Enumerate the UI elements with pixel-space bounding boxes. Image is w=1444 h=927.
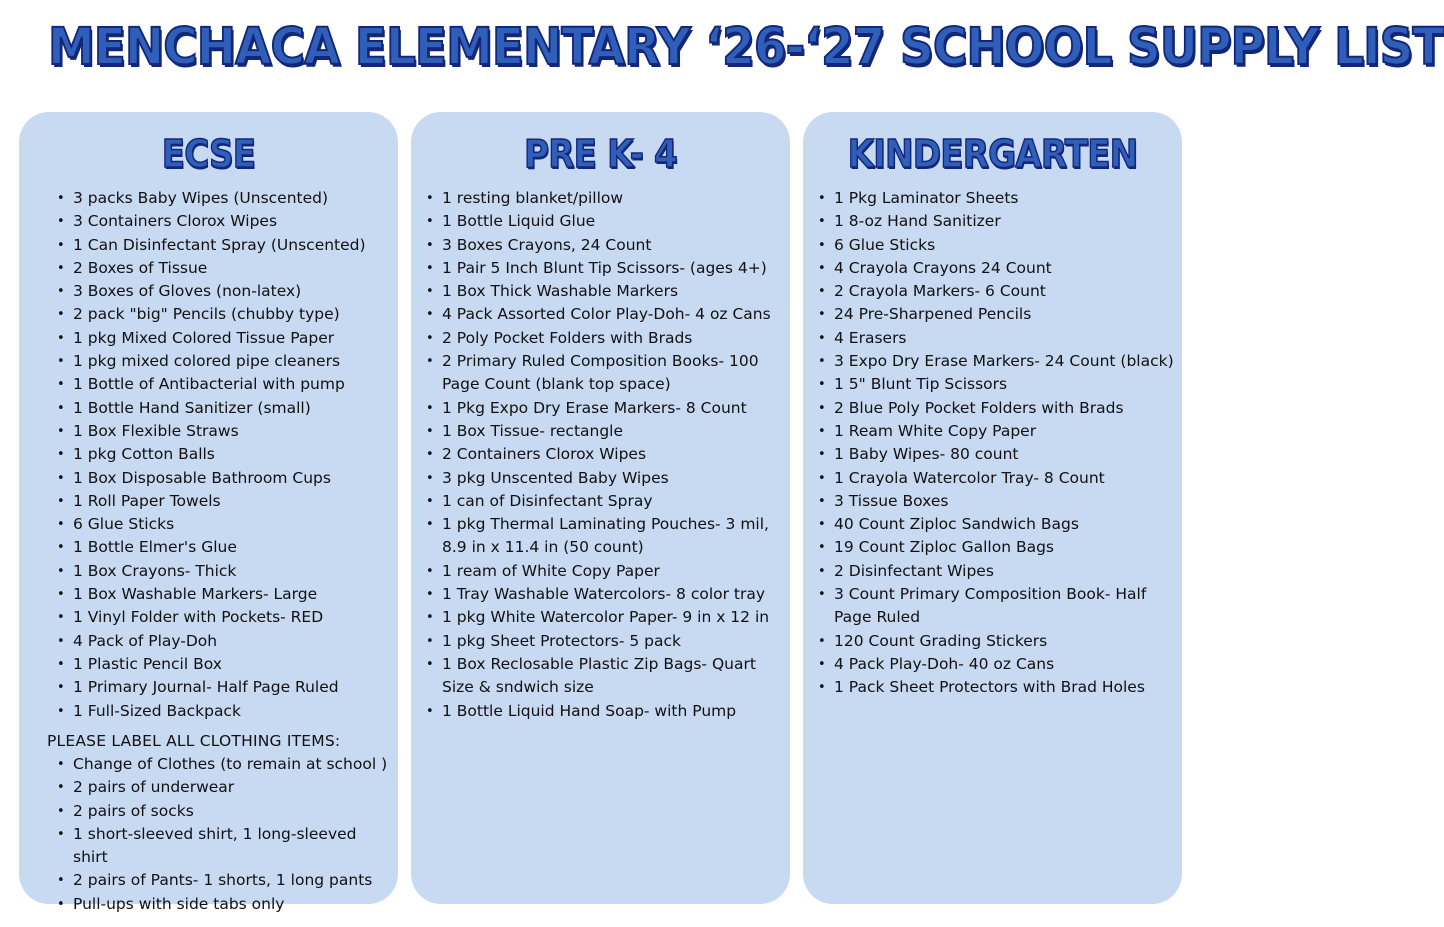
supply-list-item: • 1 Pair 5 Inch Blunt Tip Scissors- (ages 4+): [424, 257, 784, 280]
supply-list-item: • 1 Box Crayons- Thick: [55, 560, 395, 583]
supply-list-item: • 1 Primary Journal- Half Page Ruled: [55, 676, 395, 699]
supply-list-item: • 1 Box Disposable Bathroom Cups: [55, 467, 395, 490]
supply-list-item: • 1 Bottle Elmer's Glue: [55, 536, 395, 559]
supply-list-item: • 1 Full-Sized Backpack: [55, 700, 395, 723]
supply-list-item: • 1 5" Blunt Tip Scissors: [816, 373, 1176, 396]
ecse-card: [19, 112, 398, 913]
supply-list-item: • 1 Crayola Watercolor Tray- 8 Count: [816, 467, 1176, 490]
supply-list-item: • 4 Pack of Play-Doh: [55, 630, 395, 653]
supply-list-item: • 3 Tissue Boxes: [816, 490, 1176, 513]
supply-list-item: • 1 Tray Washable Watercolors- 8 color tray: [424, 583, 784, 606]
supply-list-item: • 6 Glue Sticks: [816, 234, 1176, 257]
clothing-list-item: • 1 short-sleeved shirt, 1 long-sleeved shirt: [55, 823, 395, 870]
supply-list-item: • 1 Bottle Liquid Glue: [424, 210, 784, 233]
kindergarten-card: [803, 112, 1182, 904]
supply-list-item: • 1 Plastic Pencil Box: [55, 653, 395, 676]
supply-list-item: • 40 Count Ziploc Sandwich Bags: [816, 513, 1176, 536]
supply-list-item: • 2 Disinfectant Wipes: [816, 560, 1176, 583]
supply-list-item: • 3 Count Primary Composition Book- Half Page Ruled: [816, 583, 1176, 630]
supply-list-item: • 3 Expo Dry Erase Markers- 24 Count (black): [816, 350, 1176, 373]
supply-list-item: • 1 Pkg Expo Dry Erase Markers- 8 Count: [424, 397, 784, 420]
supply-list-item: • 2 Primary Ruled Composition Books- 100 Page Count (blank top space): [424, 350, 784, 397]
supply-list-item: • 1 Baby Wipes- 80 count: [816, 443, 1176, 466]
clothing-list-item: • 2 pairs of socks: [55, 800, 395, 823]
supply-list-item: • 1 Bottle of Antibacterial with pump: [55, 373, 395, 396]
kindergarten-supply-list: [816, 187, 1176, 700]
supply-list-item: • 1 Roll Paper Towels: [55, 490, 395, 513]
supply-list-item: • 1 Box Reclosable Plastic Zip Bags- Quart Size & sndwich size: [424, 653, 784, 700]
supply-list-item: • 3 Containers Clorox Wipes: [55, 210, 395, 233]
supply-list-item: • 4 Erasers: [816, 327, 1176, 350]
supply-list-item: • 120 Count Grading Stickers: [816, 630, 1176, 653]
supply-list-item: • 1 pkg Thermal Laminating Pouches- 3 mil, 8.9 in x 11.4 in (50 count): [424, 513, 784, 560]
ecse-supply-list: [55, 187, 395, 723]
clothing-list-item: • 2 pairs of Pants- 1 shorts, 1 long pants: [55, 869, 395, 892]
supply-list-item: • 1 Box Washable Markers- Large: [55, 583, 395, 606]
supply-list-item: • 1 Ream White Copy Paper: [816, 420, 1176, 443]
supply-list-item: • 1 Bottle Hand Sanitizer (small): [55, 397, 395, 420]
supply-list-item: • 1 Box Flexible Straws: [55, 420, 395, 443]
clothing-list-item: • Change of Clothes (to remain at school ): [55, 753, 395, 776]
supply-list-item: • 3 Boxes of Gloves (non-latex): [55, 280, 395, 303]
prek4-supply-list: [424, 187, 784, 723]
supply-list-item: • 1 pkg Cotton Balls: [55, 443, 395, 466]
supply-list-item: • 1 Box Thick Washable Markers: [424, 280, 784, 303]
page-title: MENCHACA ELEMENTARY ‘26-‘27 SCHOOL SUPPLY LIST: [48, 18, 1444, 77]
clothing-list-item: • Pull-ups with side tabs only: [55, 893, 395, 916]
supply-list-item: • 1 Pack Sheet Protectors with Brad Holes: [816, 676, 1176, 699]
supply-list-item: • 1 Pkg Laminator Sheets: [816, 187, 1176, 210]
clothing-list-item: • 2 pairs of underwear: [55, 776, 395, 799]
supply-list-item: • 6 Glue Sticks: [55, 513, 395, 536]
supply-list-item: • 1 ream of White Copy Paper: [424, 560, 784, 583]
supply-list-item: • 1 Vinyl Folder with Pockets- RED: [55, 606, 395, 629]
ecse-heading: ECSE: [161, 132, 256, 176]
prek4-heading: PRE K- 4: [524, 132, 677, 176]
supply-list-item: • 1 Box Tissue- rectangle: [424, 420, 784, 443]
supply-list-item: • 4 Crayola Crayons 24 Count: [816, 257, 1176, 280]
supply-list-item: • 3 packs Baby Wipes (Unscented): [55, 187, 395, 210]
supply-list-item: • 2 pack "big" Pencils (chubby type): [55, 303, 395, 326]
supply-list-item: • 2 Containers Clorox Wipes: [424, 443, 784, 466]
prek4-card: [411, 112, 790, 904]
supply-list-item: • 1 resting blanket/pillow: [424, 187, 784, 210]
supply-list-item: • 1 8-oz Hand Sanitizer: [816, 210, 1176, 233]
supply-list-item: • 3 pkg Unscented Baby Wipes: [424, 467, 784, 490]
supply-list-item: • 1 pkg Mixed Colored Tissue Paper: [55, 327, 395, 350]
ecse-clothing-list: [55, 753, 395, 916]
supply-list-item: • 1 can of Disinfectant Spray: [424, 490, 784, 513]
supply-list-item: • 1 pkg Sheet Protectors- 5 pack: [424, 630, 784, 653]
supply-list-item: • 4 Pack Play-Doh- 40 oz Cans: [816, 653, 1176, 676]
supply-list-item: • 2 Poly Pocket Folders with Brads: [424, 327, 784, 350]
supply-list-item: • 1 Can Disinfectant Spray (Unscented): [55, 234, 395, 257]
supply-list-item: • 24 Pre-Sharpened Pencils: [816, 303, 1176, 326]
clothing-label-note: PLEASE LABEL ALL CLOTHING ITEMS:: [47, 732, 341, 750]
supply-list-item: • 2 Blue Poly Pocket Folders with Brads: [816, 397, 1176, 420]
supply-list-item: • 1 pkg White Watercolor Paper- 9 in x 12 in: [424, 606, 784, 629]
supply-list-item: • 1 pkg mixed colored pipe cleaners: [55, 350, 395, 373]
supply-list-item: • 2 Boxes of Tissue: [55, 257, 395, 280]
supply-list-item: • 4 Pack Assorted Color Play-Doh- 4 oz Cans: [424, 303, 784, 326]
supply-list-item: • 3 Boxes Crayons, 24 Count: [424, 234, 784, 257]
supply-list-item: • 1 Bottle Liquid Hand Soap- with Pump: [424, 700, 784, 723]
supply-list-item: • 2 Crayola Markers- 6 Count: [816, 280, 1176, 303]
supply-list-item: • 19 Count Ziploc Gallon Bags: [816, 536, 1176, 559]
kindergarten-heading: KINDERGARTEN: [847, 132, 1138, 176]
